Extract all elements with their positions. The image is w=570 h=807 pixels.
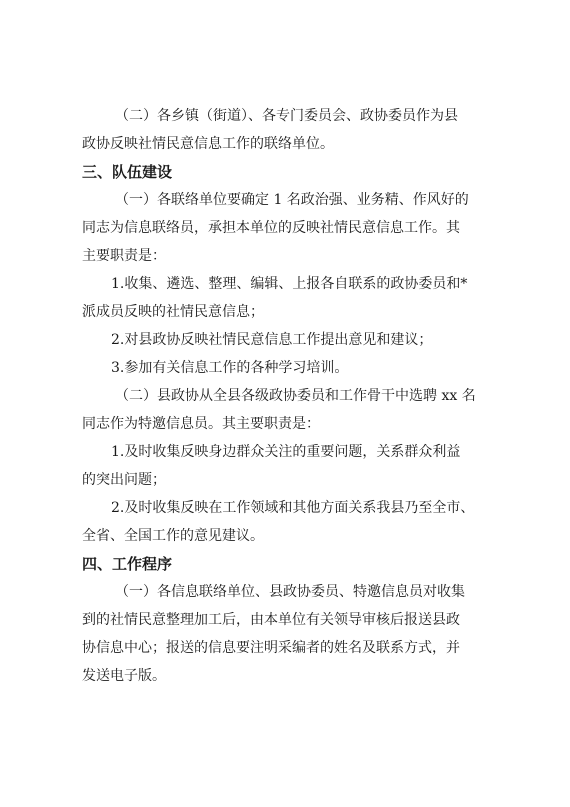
paragraph-line: 全省、全国工作的意见建议。 [82,528,264,544]
list-item: 3.参加有关信息工作的各种学习培训。 [111,360,349,376]
paragraph-line: （一）各信息联络单位、县政协委员、特邀信息员对收集 [115,584,465,600]
section-heading-work-procedure: 四、工作程序 [82,555,173,573]
list-item: 1.及时收集反映身边群众关注的重要问题，关系群众利益 [111,444,461,460]
list-item: 1.收集、遴选、整理、编辑、上报各自联系的政协委员和* [111,276,468,292]
paragraph-line: 同志为信息联络员，承担本单位的反映社情民意信息工作。其 [82,220,460,236]
paragraph-line: 派成员反映的社情民意信息； [82,304,264,320]
paragraph-line: 到的社情民意整理加工后，由本单位有关领导审核后报送县政 [82,612,460,628]
paragraph-line: （二）各乡镇（街道）、各专门委员会、政协委员作为县 [115,108,458,124]
paragraph-line: （二）县政协从全县各级政协委员和工作骨干中选聘 xx 名 [115,388,476,404]
paragraph-line: 主要职责是： [82,248,166,264]
section-heading-team-building: 三、队伍建设 [82,163,173,181]
paragraph-line: 的突出问题； [82,472,166,488]
paragraph-line: 协信息中心；报送的信息要注明采编者的姓名及联系方式，并 [82,640,460,656]
paragraph-line: 政协反映社情民意信息工作的联络单位。 [82,136,334,152]
list-item: 2.对县政协反映社情民意信息工作提出意见和建议； [111,332,433,348]
list-item: 2.及时收集反映在工作领域和其他方面关系我县乃至全市、 [111,500,475,516]
paragraph-line: 同志作为特邀信息员。其主要职责是： [82,416,320,432]
paragraph-line: （一）各联络单位要确定 1 名政治强、业务精、作风好的 [115,192,469,208]
paragraph-line: 发送电子版。 [82,668,166,684]
